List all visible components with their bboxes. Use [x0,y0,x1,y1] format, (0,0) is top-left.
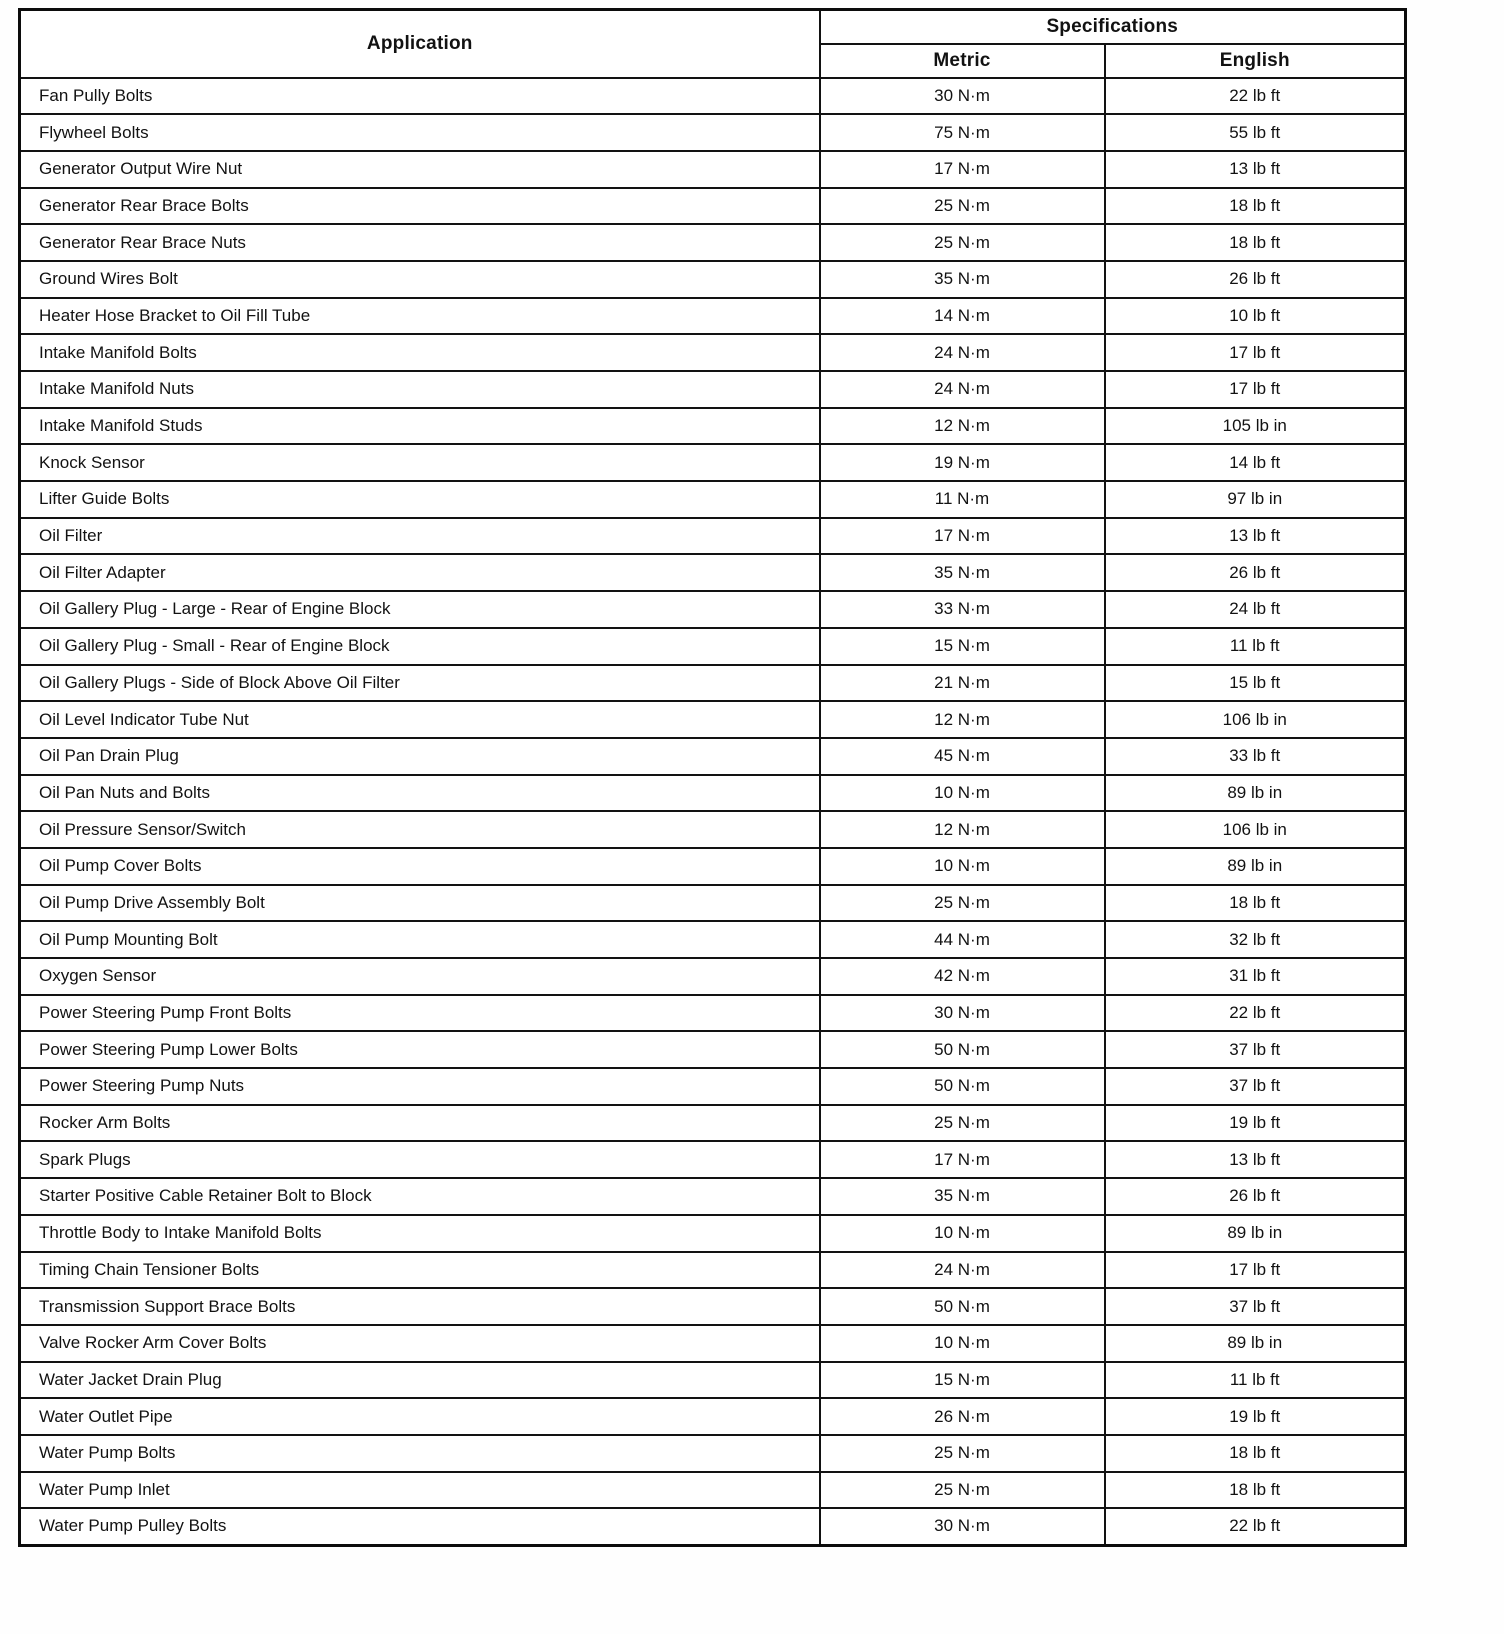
metric-cell: 42 N·m [820,958,1105,995]
metric-cell: 12 N·m [820,701,1105,738]
table-row [20,738,1406,775]
table-row [20,114,1406,151]
application-cell: Water Outlet Pipe [20,1398,820,1435]
english-cell: 15 lb ft [1105,665,1406,702]
table-row [20,298,1406,335]
application-cell: Water Jacket Drain Plug [20,1362,820,1399]
header-row-specifications [20,10,1406,44]
english-cell: 18 lb ft [1105,188,1406,225]
metric-cell: 30 N·m [820,1508,1105,1545]
metric-cell: 33 N·m [820,591,1105,628]
metric-cell: 35 N·m [820,1178,1105,1215]
metric-cell: 12 N·m [820,408,1105,445]
table-row [20,1031,1406,1068]
application-cell: Spark Plugs [20,1141,820,1178]
english-cell: 37 lb ft [1105,1068,1406,1105]
metric-cell: 24 N·m [820,371,1105,408]
spec-table-header [20,10,1406,78]
metric-cell: 25 N·m [820,885,1105,922]
application-cell: Oil Level Indicator Tube Nut [20,701,820,738]
metric-cell: 15 N·m [820,1362,1105,1399]
application-cell: Power Steering Pump Nuts [20,1068,820,1105]
metric-cell: 35 N·m [820,554,1105,591]
application-cell: Knock Sensor [20,444,820,481]
metric-cell: 10 N·m [820,848,1105,885]
table-row [20,775,1406,812]
application-cell: Power Steering Pump Front Bolts [20,995,820,1032]
english-cell: 24 lb ft [1105,591,1406,628]
table-row [20,1472,1406,1509]
english-cell: 33 lb ft [1105,738,1406,775]
table-row [20,1398,1406,1435]
table-row [20,921,1406,958]
english-cell: 26 lb ft [1105,261,1406,298]
application-column-header: Application [20,10,820,78]
table-row [20,1215,1406,1252]
table-row [20,995,1406,1032]
english-cell: 11 lb ft [1105,628,1406,665]
application-cell: Intake Manifold Bolts [20,334,820,371]
english-cell: 32 lb ft [1105,921,1406,958]
metric-cell: 12 N·m [820,811,1105,848]
table-row [20,1068,1406,1105]
application-cell: Timing Chain Tensioner Bolts [20,1252,820,1289]
application-cell: Water Pump Pulley Bolts [20,1508,820,1545]
metric-cell: 50 N·m [820,1068,1105,1105]
metric-cell: 15 N·m [820,628,1105,665]
application-cell: Water Pump Bolts [20,1435,820,1472]
english-cell: 89 lb in [1105,1325,1406,1362]
metric-cell: 30 N·m [820,995,1105,1032]
metric-cell: 26 N·m [820,1398,1105,1435]
application-cell: Oil Pump Cover Bolts [20,848,820,885]
application-cell: Valve Rocker Arm Cover Bolts [20,1325,820,1362]
english-cell: 11 lb ft [1105,1362,1406,1399]
table-row [20,224,1406,261]
english-cell: 13 lb ft [1105,151,1406,188]
table-row [20,591,1406,628]
application-cell: Heater Hose Bracket to Oil Fill Tube [20,298,820,335]
metric-cell: 17 N·m [820,151,1105,188]
application-cell: Starter Positive Cable Retainer Bolt to Block [20,1178,820,1215]
metric-cell: 21 N·m [820,665,1105,702]
english-cell: 13 lb ft [1105,518,1406,555]
metric-cell: 50 N·m [820,1288,1105,1325]
table-row [20,78,1406,115]
application-cell: Oil Filter Adapter [20,554,820,591]
metric-cell: 25 N·m [820,224,1105,261]
application-cell: Oil Filter [20,518,820,555]
english-cell: 37 lb ft [1105,1031,1406,1068]
english-column-header: English [1105,44,1406,78]
english-cell: 19 lb ft [1105,1105,1406,1142]
table-row [20,1288,1406,1325]
metric-cell: 25 N·m [820,1472,1105,1509]
english-cell: 18 lb ft [1105,1435,1406,1472]
english-cell: 26 lb ft [1105,1178,1406,1215]
table-row [20,481,1406,518]
english-cell: 18 lb ft [1105,885,1406,922]
application-cell: Lifter Guide Bolts [20,481,820,518]
metric-cell: 75 N·m [820,114,1105,151]
metric-cell: 30 N·m [820,78,1105,115]
metric-cell: 17 N·m [820,1141,1105,1178]
metric-cell: 44 N·m [820,921,1105,958]
table-row [20,518,1406,555]
metric-cell: 35 N·m [820,261,1105,298]
metric-column-header: Metric [820,44,1105,78]
english-cell: 55 lb ft [1105,114,1406,151]
table-row [20,665,1406,702]
application-cell: Power Steering Pump Lower Bolts [20,1031,820,1068]
english-cell: 19 lb ft [1105,1398,1406,1435]
table-row [20,408,1406,445]
table-row [20,1435,1406,1472]
application-cell: Water Pump Inlet [20,1472,820,1509]
spec-table [18,8,1407,1547]
english-cell: 106 lb in [1105,701,1406,738]
application-cell: Oil Pan Drain Plug [20,738,820,775]
metric-cell: 25 N·m [820,1105,1105,1142]
application-cell: Generator Rear Brace Nuts [20,224,820,261]
metric-cell: 50 N·m [820,1031,1105,1068]
english-cell: 22 lb ft [1105,78,1406,115]
metric-cell: 24 N·m [820,334,1105,371]
application-cell: Intake Manifold Studs [20,408,820,445]
english-cell: 22 lb ft [1105,995,1406,1032]
english-cell: 105 lb in [1105,408,1406,445]
english-cell: 10 lb ft [1105,298,1406,335]
application-cell: Flywheel Bolts [20,114,820,151]
table-row [20,1141,1406,1178]
table-row [20,1362,1406,1399]
application-cell: Fan Pully Bolts [20,78,820,115]
english-cell: 26 lb ft [1105,554,1406,591]
metric-cell: 17 N·m [820,518,1105,555]
table-row [20,885,1406,922]
table-row [20,261,1406,298]
table-row [20,1252,1406,1289]
specifications-column-group-header: Specifications [820,10,1406,44]
metric-cell: 25 N·m [820,1435,1105,1472]
english-cell: 18 lb ft [1105,1472,1406,1509]
table-row [20,701,1406,738]
metric-cell: 10 N·m [820,775,1105,812]
english-cell: 31 lb ft [1105,958,1406,995]
english-cell: 89 lb in [1105,775,1406,812]
table-row [20,628,1406,665]
metric-cell: 19 N·m [820,444,1105,481]
table-row [20,811,1406,848]
application-cell: Oil Pan Nuts and Bolts [20,775,820,812]
metric-cell: 11 N·m [820,481,1105,518]
metric-cell: 24 N·m [820,1252,1105,1289]
metric-cell: 10 N·m [820,1215,1105,1252]
spec-table-wrap [18,8,1407,1547]
english-cell: 97 lb in [1105,481,1406,518]
table-row [20,848,1406,885]
english-cell: 18 lb ft [1105,224,1406,261]
table-row [20,554,1406,591]
table-row [20,151,1406,188]
english-cell: 17 lb ft [1105,334,1406,371]
metric-cell: 14 N·m [820,298,1105,335]
application-cell: Rocker Arm Bolts [20,1105,820,1142]
english-cell: 22 lb ft [1105,1508,1406,1545]
metric-cell: 25 N·m [820,188,1105,225]
english-cell: 37 lb ft [1105,1288,1406,1325]
table-row [20,1105,1406,1142]
application-cell: Generator Rear Brace Bolts [20,188,820,225]
application-cell: Ground Wires Bolt [20,261,820,298]
table-row [20,188,1406,225]
english-cell: 17 lb ft [1105,1252,1406,1289]
application-cell: Oxygen Sensor [20,958,820,995]
english-cell: 89 lb in [1105,848,1406,885]
application-cell: Oil Gallery Plugs - Side of Block Above Oil Filter [20,665,820,702]
table-row [20,1508,1406,1545]
english-cell: 13 lb ft [1105,1141,1406,1178]
table-row [20,444,1406,481]
application-cell: Oil Pump Drive Assembly Bolt [20,885,820,922]
table-row [20,334,1406,371]
application-cell: Oil Pressure Sensor/Switch [20,811,820,848]
spec-table-body [20,78,1406,1546]
english-cell: 89 lb in [1105,1215,1406,1252]
application-cell: Intake Manifold Nuts [20,371,820,408]
application-cell: Oil Gallery Plug - Small - Rear of Engine Block [20,628,820,665]
application-cell: Throttle Body to Intake Manifold Bolts [20,1215,820,1252]
table-row [20,1325,1406,1362]
metric-cell: 10 N·m [820,1325,1105,1362]
application-cell: Transmission Support Brace Bolts [20,1288,820,1325]
table-row [20,371,1406,408]
english-cell: 106 lb in [1105,811,1406,848]
application-cell: Oil Pump Mounting Bolt [20,921,820,958]
application-cell: Oil Gallery Plug - Large - Rear of Engine Block [20,591,820,628]
application-cell: Generator Output Wire Nut [20,151,820,188]
english-cell: 14 lb ft [1105,444,1406,481]
table-row [20,1178,1406,1215]
table-row [20,958,1406,995]
english-cell: 17 lb ft [1105,371,1406,408]
metric-cell: 45 N·m [820,738,1105,775]
